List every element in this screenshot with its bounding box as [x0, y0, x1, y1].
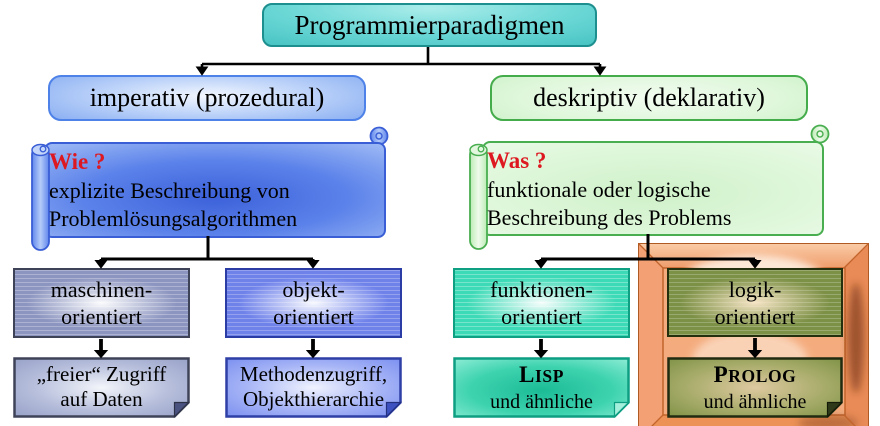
node-logic-oriented: [667, 268, 843, 337]
logic-label-line2: orientiert: [714, 303, 796, 329]
logic-label-line1: logik-: [728, 276, 782, 302]
lisp-language-name: LISP: [519, 361, 564, 387]
imperative-question: Wie ?: [49, 149, 106, 174]
machine-label-line2: orientiert: [61, 304, 142, 329]
machine-detail-line2: auf Daten: [60, 387, 143, 411]
prolog-language-name: PROLOG: [713, 361, 797, 387]
functional-label-line1: funktionen-: [490, 277, 593, 302]
object-note-shape: [225, 357, 402, 418]
node-root: [262, 3, 597, 47]
node-functional-oriented: [453, 268, 630, 338]
node-imperative: [48, 75, 366, 121]
machine-label-line1: maschinen-: [50, 277, 153, 302]
descriptive-line1: funktionale oder logische: [487, 177, 711, 202]
node-descriptive: [490, 75, 808, 121]
object-detail-line1: Methodenzugriff,: [239, 362, 388, 386]
functional-label-line2: orientiert: [501, 304, 582, 329]
imperative-line2: Problemlösungsalgorithmen: [49, 206, 298, 231]
machine-detail-line1: „freier“ Zugriff: [36, 362, 167, 386]
prolog-suffix: und ähnliche: [703, 390, 807, 413]
descriptive-question: Was ?: [487, 148, 547, 173]
object-label-line2: orientiert: [273, 304, 354, 329]
object-label-line1: objekt-: [282, 277, 345, 302]
node-object-oriented: [225, 268, 402, 338]
descriptive-line2: Beschreibung des Problems: [487, 205, 732, 230]
object-detail-line2: Objekthierarchie: [242, 387, 385, 411]
imperative-line1: explizite Beschreibung von: [49, 178, 290, 203]
machine-note-shape: [13, 357, 190, 418]
imperative-scroll-shape: [28, 126, 392, 254]
descriptive-scroll-shape: [468, 124, 832, 253]
root-label: Programmierparadigmen: [294, 9, 565, 40]
imperative-label: imperativ (prozedural): [89, 83, 325, 112]
lisp-note-shape: [453, 357, 630, 418]
descriptive-label: deskriptiv (deklarativ): [533, 83, 765, 112]
lisp-suffix: und ähnliche: [490, 390, 593, 413]
prolog-note-shape: [667, 357, 843, 418]
node-machine-oriented: [13, 268, 190, 338]
